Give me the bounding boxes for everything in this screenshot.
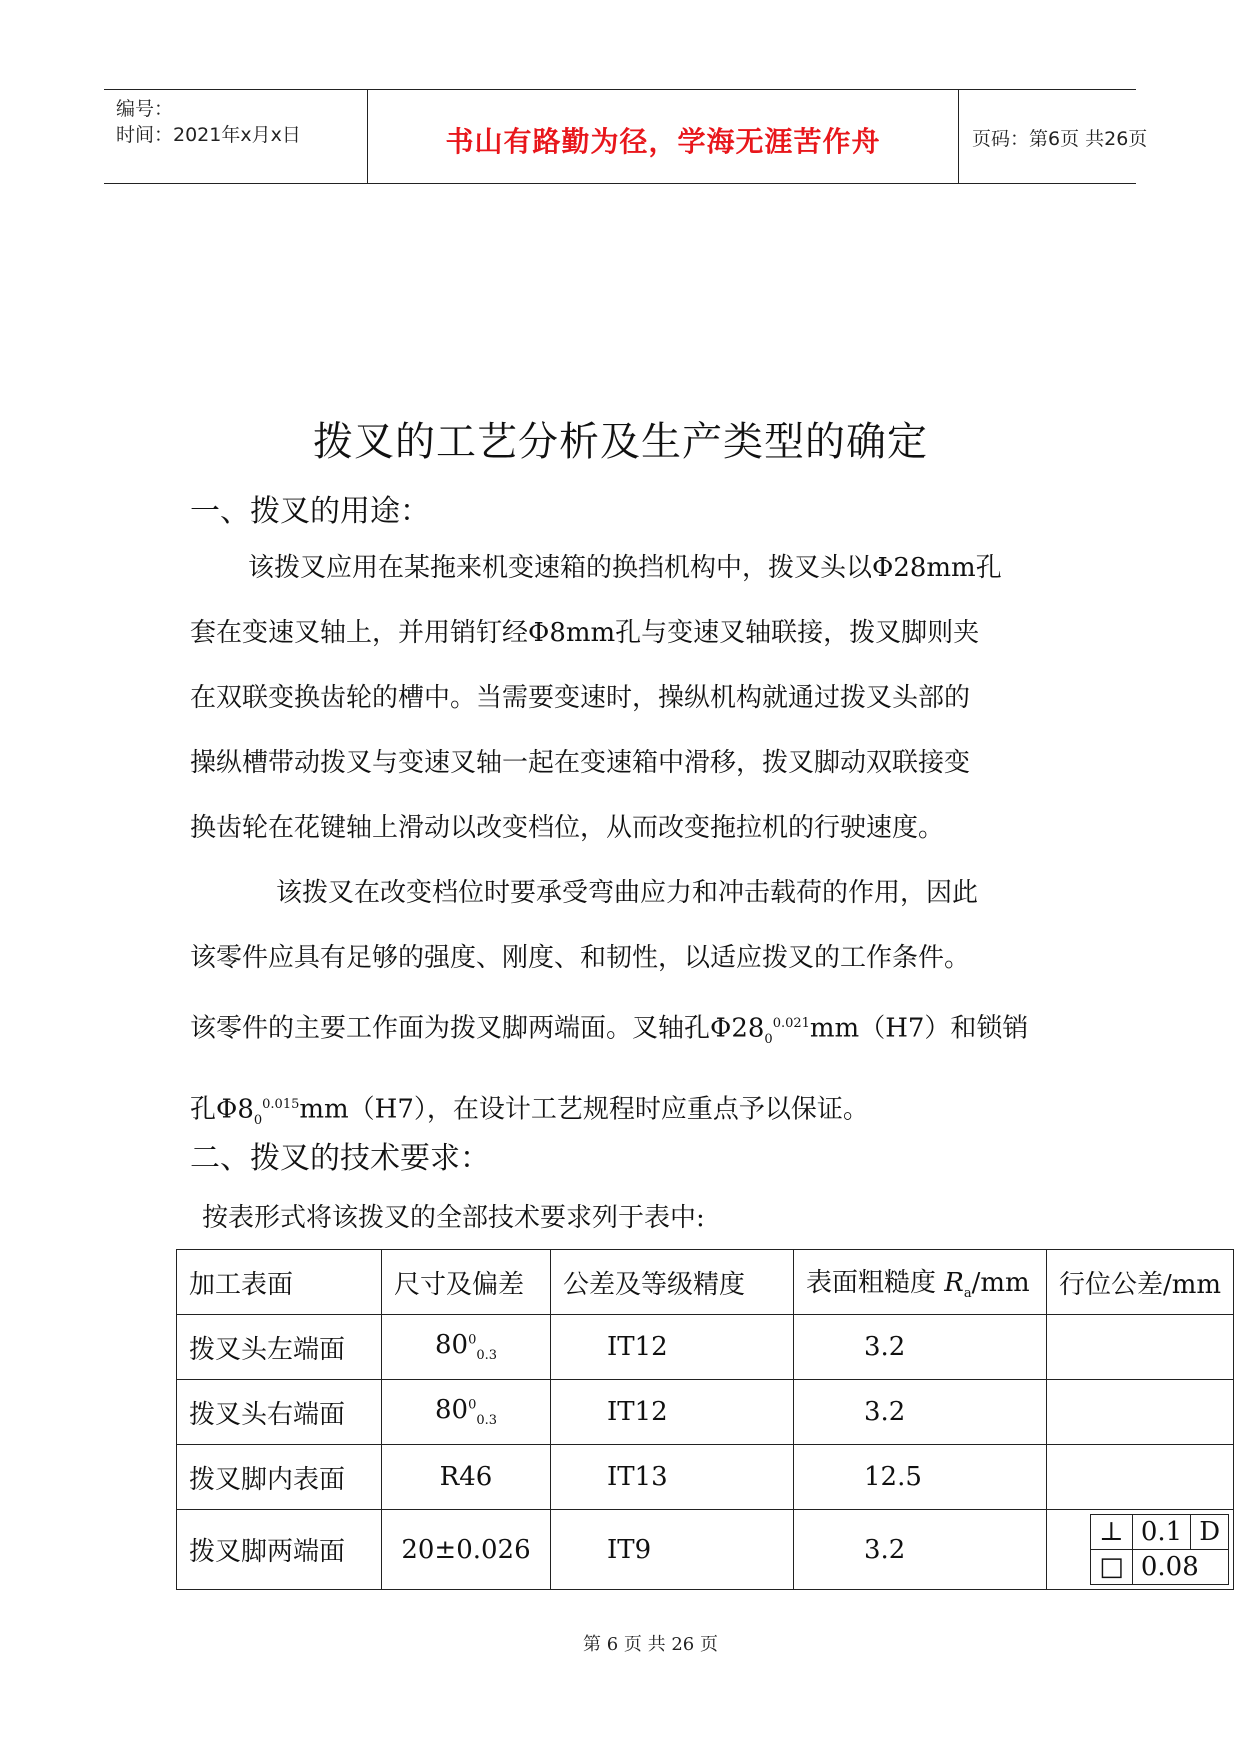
section1-paragraph2 [190, 861, 1070, 1153]
p2-line4-text-end: mm（H7），在设计工艺规程时应重点予以保证。 [299, 1094, 869, 1125]
p2-line3-text: 该零件的主要工作面为拨叉脚两端面。叉轴孔Φ28 [190, 1013, 765, 1044]
cell-position-tolerance [1047, 1445, 1234, 1510]
table-row [177, 1380, 1234, 1445]
p2-line4-text: 孔Φ8 [190, 1094, 254, 1125]
size-value: 80 [434, 1395, 469, 1426]
upper-deviation: 0.015 [262, 1096, 300, 1112]
p1-line: 该拨叉应用在某拖来机变速箱的换挡机构中，拨叉头以Φ28mm孔 [248, 553, 1002, 583]
header-page-info: 页码：第6页 共26页 [972, 128, 1148, 150]
header-roughness [794, 1250, 1047, 1315]
header-roughness-text: 表面粗糙度 [806, 1268, 937, 1299]
section2-heading: 二、拨叉的技术要求： [190, 1141, 490, 1176]
cell-surface: 拨叉头右端面 [177, 1380, 382, 1445]
size-deviation [468, 1395, 497, 1428]
p2-line3-text-end: mm（H7）和锁销 [809, 1013, 1029, 1044]
cell-surface: 拨叉脚内表面 [177, 1445, 382, 1510]
header-surface: 加工表面 [177, 1250, 382, 1315]
roughness-subscript: a [963, 1286, 972, 1302]
roughness-symbol: R [944, 1268, 964, 1299]
p2-line: 该拨叉在改变档位时要承受弯曲应力和冲击载荷的作用，因此 [276, 878, 979, 908]
table-row [177, 1445, 1234, 1510]
p1-line: 套在变速叉轴上，并用销钉经Φ8mm孔与变速叉轴联接，拨叉脚则夹 [190, 618, 980, 648]
header-grade: 公差及等级精度 [551, 1250, 794, 1315]
header-meta-cell [104, 90, 368, 183]
table-intro: 按表形式将该拨叉的全部技术要求列于表中: [202, 1203, 705, 1233]
page-footer: 第 6 页 共 26 页 [583, 1634, 718, 1655]
lower-deviation: 0.3 [476, 1348, 498, 1364]
cell-roughness: 3.2 [794, 1510, 1047, 1590]
upper-deviation: 0.021 [772, 1016, 810, 1031]
header-position-tolerance: 行位公差/mm [1047, 1250, 1234, 1315]
perpendicularity-row [1091, 1515, 1229, 1550]
size-value: 80 [434, 1330, 469, 1361]
cell-size [382, 1315, 551, 1380]
p1-line: 操纵槽带动拨叉与变速叉轴一起在变速箱中滑移，拨叉脚动双联接变 [190, 748, 971, 778]
section1-paragraph1 [190, 536, 1070, 861]
header-size: 尺寸及偏差 [382, 1250, 551, 1315]
document-time-label: 时间：2021年x月x日 [116, 124, 301, 146]
cell-roughness: 3.2 [794, 1380, 1047, 1445]
cell-size [382, 1380, 551, 1445]
document-number-label: 编号： [116, 98, 174, 120]
p1-line: 换齿轮在花键轴上滑动以改变档位，从而改变拖拉机的行驶速度。 [190, 813, 945, 843]
cell-grade: IT9 [551, 1510, 794, 1590]
size-deviation [468, 1330, 497, 1363]
roughness-unit: /mm [971, 1268, 1030, 1299]
cell-position-tolerance [1047, 1510, 1234, 1590]
cell-grade: IT12 [551, 1315, 794, 1380]
section1-heading: 一、拨叉的用途： [190, 494, 430, 529]
cell-surface: 拨叉脚两端面 [177, 1510, 382, 1590]
upper-deviation: 0 [468, 1397, 477, 1413]
datum-label: D [1191, 1515, 1229, 1550]
perpendicularity-icon: ⊥ [1091, 1515, 1133, 1550]
header-motto: 书山有路勤为径，学海无涯苦作舟 [445, 125, 881, 158]
document-title: 拨叉的工艺分析及生产类型的确定 [313, 419, 928, 465]
flatness-row [1091, 1550, 1229, 1585]
cell-position-tolerance [1047, 1315, 1234, 1380]
p2-line [190, 991, 1070, 1072]
cell-size: 20±0.026 [382, 1510, 551, 1590]
tech-requirements-table [176, 1249, 1234, 1590]
cell-surface: 拨叉头左端面 [177, 1315, 382, 1380]
cell-grade: IT13 [551, 1445, 794, 1510]
p1-line: 在双联变换齿轮的槽中。当需要变速时，操纵机构就通过拨叉头部的 [190, 683, 971, 713]
lower-deviation: 0 [253, 1112, 263, 1128]
flatness-value: 0.08 [1132, 1550, 1228, 1585]
table-header-row [177, 1250, 1234, 1315]
lower-deviation: 0 [764, 1031, 773, 1047]
cell-grade: IT12 [551, 1380, 794, 1445]
table-row [177, 1510, 1234, 1590]
tolerance-fraction [764, 991, 810, 1072]
tolerance-frame [1090, 1514, 1229, 1585]
lower-deviation: 0.3 [476, 1413, 498, 1429]
flatness-icon: □ [1091, 1550, 1133, 1585]
perpendicularity-value: 0.1 [1132, 1515, 1190, 1550]
upper-deviation: 0 [468, 1332, 477, 1348]
header-motto-cell [368, 90, 959, 183]
cell-roughness: 3.2 [794, 1315, 1047, 1380]
table-row [177, 1315, 1234, 1380]
header-page-cell [960, 90, 1148, 183]
p2-line: 该零件应具有足够的强度、刚度、和韧性，以适应拨叉的工作条件。 [190, 943, 971, 973]
cell-size: R46 [382, 1445, 551, 1510]
cell-position-tolerance [1047, 1380, 1234, 1445]
cell-roughness: 12.5 [794, 1445, 1047, 1510]
page-header [104, 89, 1148, 184]
